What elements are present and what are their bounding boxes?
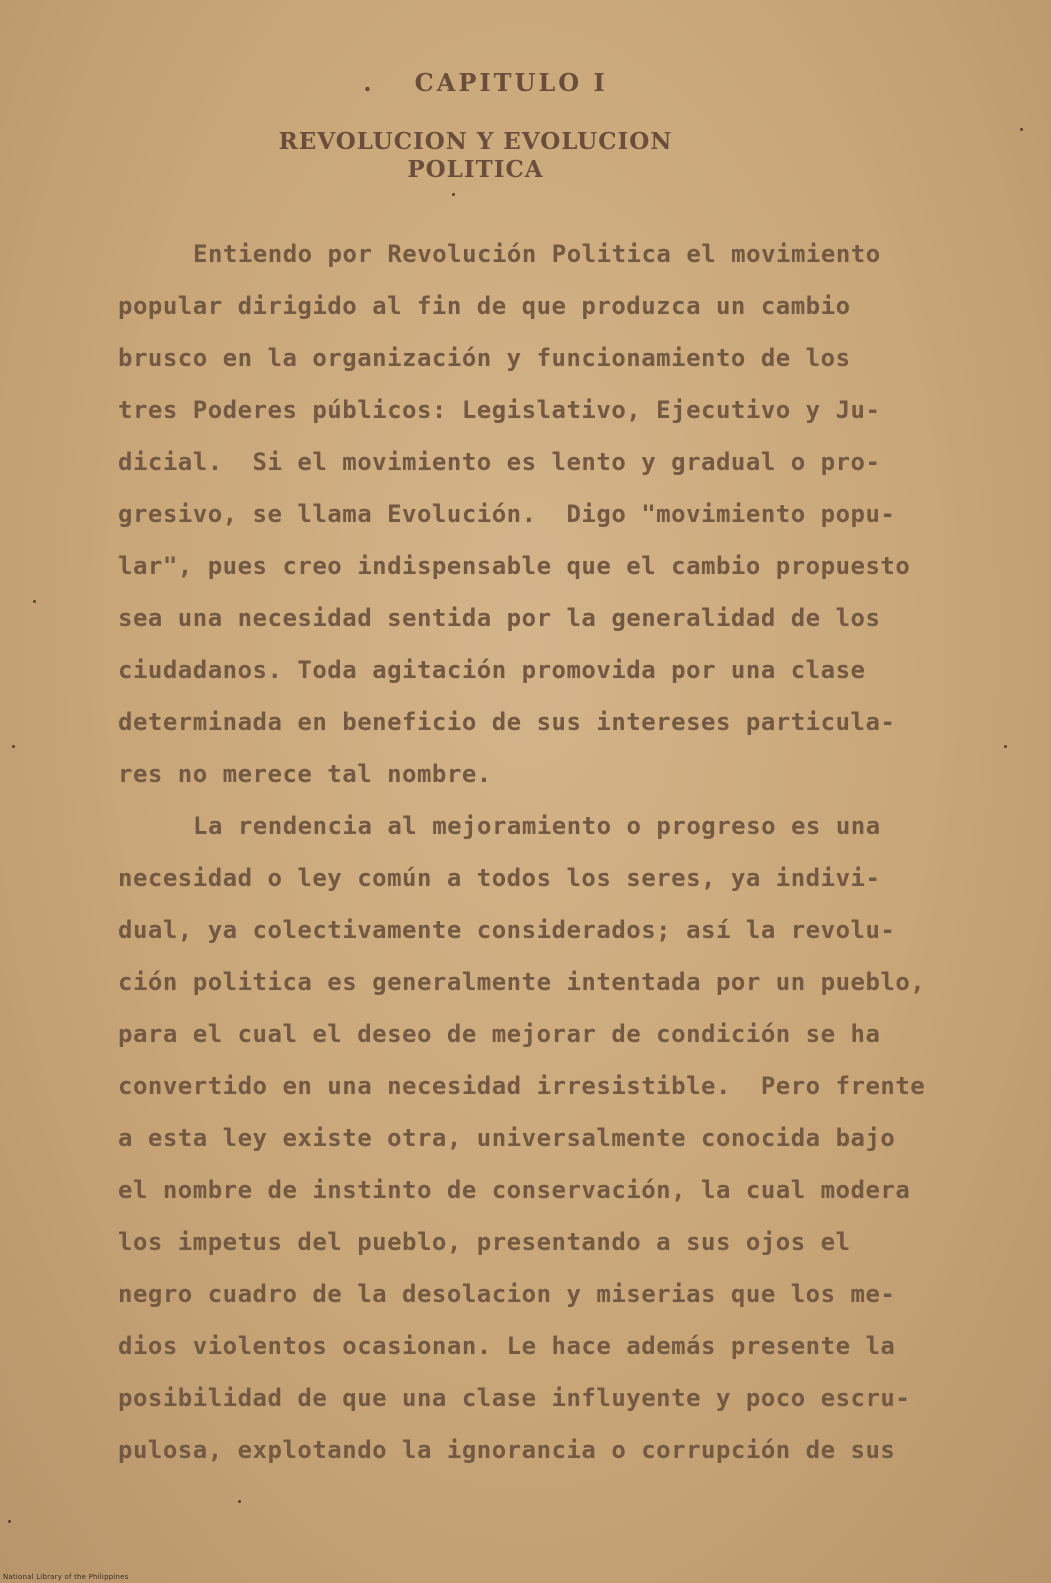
- text-line: ciudadanos. Toda agitación promovida por una clase: [118, 656, 866, 684]
- paper-speck: [33, 600, 36, 603]
- text-line: el nombre de instinto de conservación, la cual modera: [118, 1176, 911, 1204]
- paper-speck: [238, 1500, 241, 1503]
- text-line: para el cual el deseo de mejorar de condición se ha: [118, 1020, 881, 1048]
- chapter-title: [0, 128, 1001, 184]
- paper-speck: [12, 745, 15, 748]
- paper-speck: [452, 193, 455, 196]
- text-line: La rendencia al mejoramiento o progreso es una: [193, 812, 881, 840]
- text-line: negro cuadro de la desolacion y miserias que los me-: [118, 1280, 896, 1308]
- text-line: determinada en beneficio de sus intereses particula-: [118, 708, 896, 736]
- chapter-title-line-2: POLITICA: [407, 156, 544, 183]
- text-line: sea una necesidad sentida por la generalidad de los: [118, 604, 881, 632]
- paper-speck: [8, 1520, 11, 1523]
- text-line: Entiendo por Revolución Politica el movimiento: [193, 240, 881, 268]
- text-line: posibilidad de que una clase influyente y poco escru-: [118, 1384, 911, 1412]
- text-line: res no merece tal nombre.: [118, 760, 492, 788]
- text-line: tres Poderes públicos: Legislativo, Ejecutivo y Ju-: [118, 396, 881, 424]
- text-line: necesidad o ley común a todos los seres, ya indivi-: [118, 864, 881, 892]
- text-line: lar", pues creo indispensable que el cambio propuesto: [118, 552, 911, 580]
- text-line: popular dirigido al fin de que produzca un cambio: [118, 292, 851, 320]
- text-line: brusco en la organización y funcionamiento de los: [118, 344, 851, 372]
- chapter-title-line-1: REVOLUCION Y EVOLUCION: [278, 128, 673, 155]
- paper-speck: [1020, 128, 1023, 131]
- text-line: a esta ley existe otra, universalmente conocida bajo: [118, 1124, 896, 1152]
- paragraph-2: [118, 800, 968, 1476]
- paper-speck: [1004, 745, 1007, 748]
- text-line: ción politica es generalmente intentada por un pueblo,: [118, 968, 926, 996]
- text-line: los impetus del pueblo, presentando a sus ojos el: [118, 1228, 851, 1256]
- chapter-heading: [0, 68, 1051, 97]
- footer-credit: National Library of the Philippines: [3, 1573, 129, 1581]
- text-line: dual, ya colectivamente considerados; así la revolu-: [118, 916, 896, 944]
- paragraph-1: [118, 228, 968, 800]
- chapter-dot: .: [363, 68, 375, 97]
- text-line: pulosa, explotando la ignorancia o corrupción de sus: [118, 1436, 896, 1464]
- body-text: [118, 228, 968, 1476]
- text-line: dicial. Si el movimiento es lento y gradual o pro-: [118, 448, 881, 476]
- text-line: dios violentos ocasionan. Le hace además presente la: [118, 1332, 896, 1360]
- chapter-number: [363, 68, 608, 97]
- text-line: gresivo, se llama Evolución. Digo "movimiento popu-: [118, 500, 896, 528]
- chapter-number-text: CAPITULO I: [414, 68, 608, 97]
- text-line: convertido en una necesidad irresistible. Pero frente: [118, 1072, 926, 1100]
